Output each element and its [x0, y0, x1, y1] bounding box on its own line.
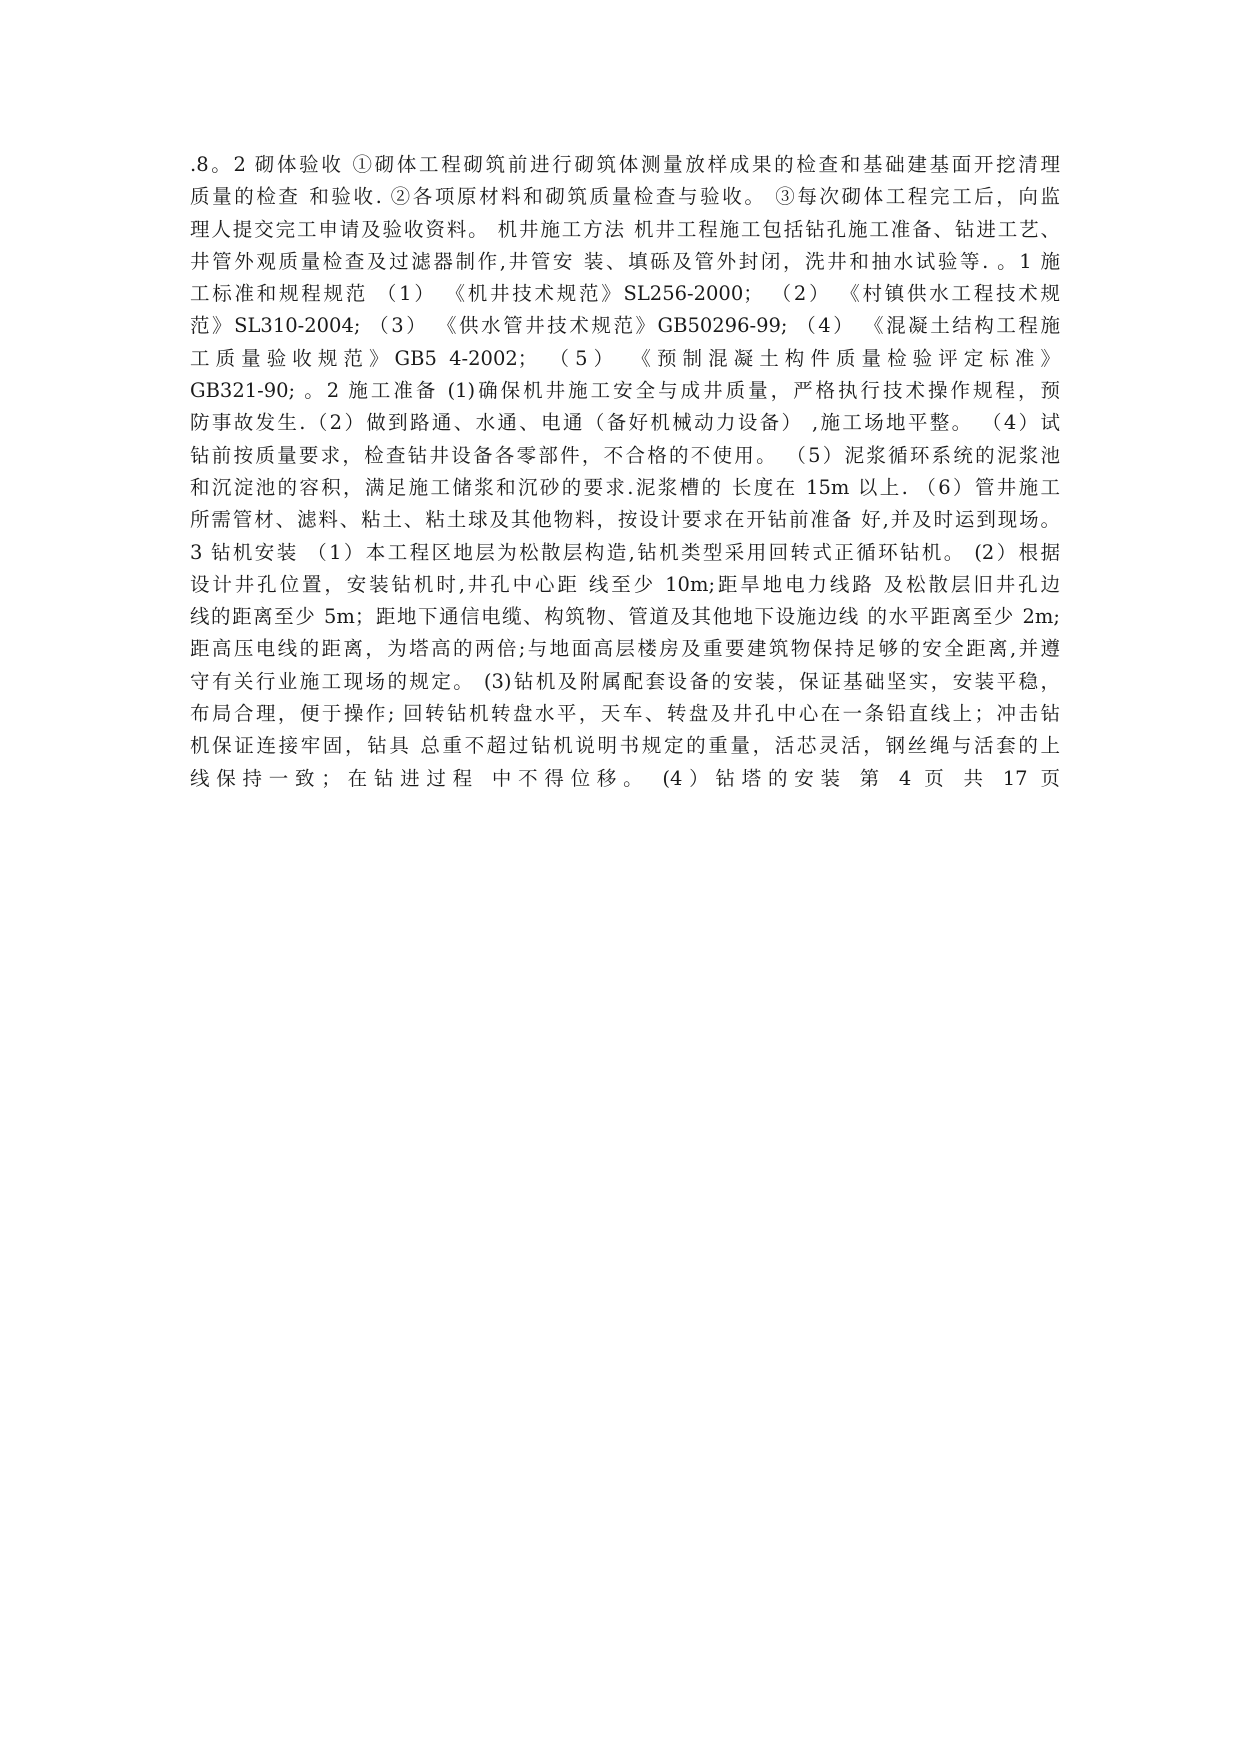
text-line: 井管外观质量检查及过滤器制作,井管安 装、填砾及管外封闭，洗井和抽水试验等. 。1 施	[190, 249, 1060, 273]
text-line: 理人提交完工申请及验收资料。 机井施工方法 机井工程施工包括钻孔施工准备、钻进工艺、	[190, 217, 1060, 241]
text-line: 3 钻机安装 （1）本工程区地层为松散层构造,钻机类型采用回转式正循环钻机。 (2）根据	[190, 540, 1060, 564]
text-line: 布局合理，便于操作; 回转钻机转盘水平，天车、转盘及井孔中心在一条铅直线上；冲击钻	[190, 702, 1060, 726]
text-line: 守有关行业施工现场的规定。 (3)钻机及附属配套设备的安装，保证基础坚实，安装平稳，	[190, 669, 1060, 693]
text-line: 工标准和规程规范 （1） 《机井技术规范》SL256-2000； （2） 《村镇供水工程技术规	[190, 282, 1060, 306]
text-line: 机保证连接牢固，钻具 总重不超过钻机说明书规定的重量，活芯灵活，钢丝绳与活套的上	[190, 734, 1060, 758]
text-line: 线保持一致；在钻进过程 中不得位移。 (4）钻塔的安装 第 4 页 共 17 页	[190, 766, 1060, 790]
body-text	[190, 149, 1060, 795]
text-line: 设计井孔位置，安装钻机时,井孔中心距 线至少 10m;距旱地电力线路 及松散层旧井孔边	[190, 572, 1060, 596]
text-line: 质量的检查 和验收. ②各项原材料和砌筑质量检查与验收。 ③每次砌体工程完工后，向监	[190, 185, 1060, 209]
text-line: 距高压电线的距离，为塔高的两倍;与地面高层楼房及重要建筑物保持足够的安全距离,并遵	[190, 637, 1060, 661]
text-line: 和沉淀池的容积，满足施工储浆和沉砂的要求.泥浆槽的 长度在 15m 以上. （6）管井施工	[190, 475, 1060, 499]
text-line: 所需管材、滤料、粘土、粘土球及其他物料，按设计要求在开钻前准备 好,并及时运到现场。	[190, 508, 1060, 532]
text-line: 范》SL310-2004; （3） 《供水管井技术规范》GB50296-99; （4） 《混凝土结构工程施	[190, 314, 1060, 338]
text-line: 钻前按质量要求，检查钻井设备各零部件，不合格的不使用。 （5）泥浆循环系统的泥浆池	[190, 443, 1060, 467]
text-line: GB321-90; 。2 施工准备 (1)确保机井施工安全与成井质量，严格执行技术操作规程，预	[190, 379, 1060, 403]
text-line: 防事故发生.（2）做到路通、水通、电通（备好机械动力设备） ,施工场地平整。 （4）试	[190, 411, 1060, 435]
text-line: .8。2 砌体验收 ①砌体工程砌筑前进行砌筑体测量放样成果的检查和基础建基面开挖清理	[190, 153, 1060, 176]
text-line: 工质量验收规范》GB5 4-2002； （5） 《预制混凝土构件质量检验评定标准》	[190, 346, 1060, 370]
text-line: 线的距离至少 5m；距地下通信电缆、构筑物、管道及其他地下设施边线 的水平距离至少 2m;	[190, 605, 1060, 629]
